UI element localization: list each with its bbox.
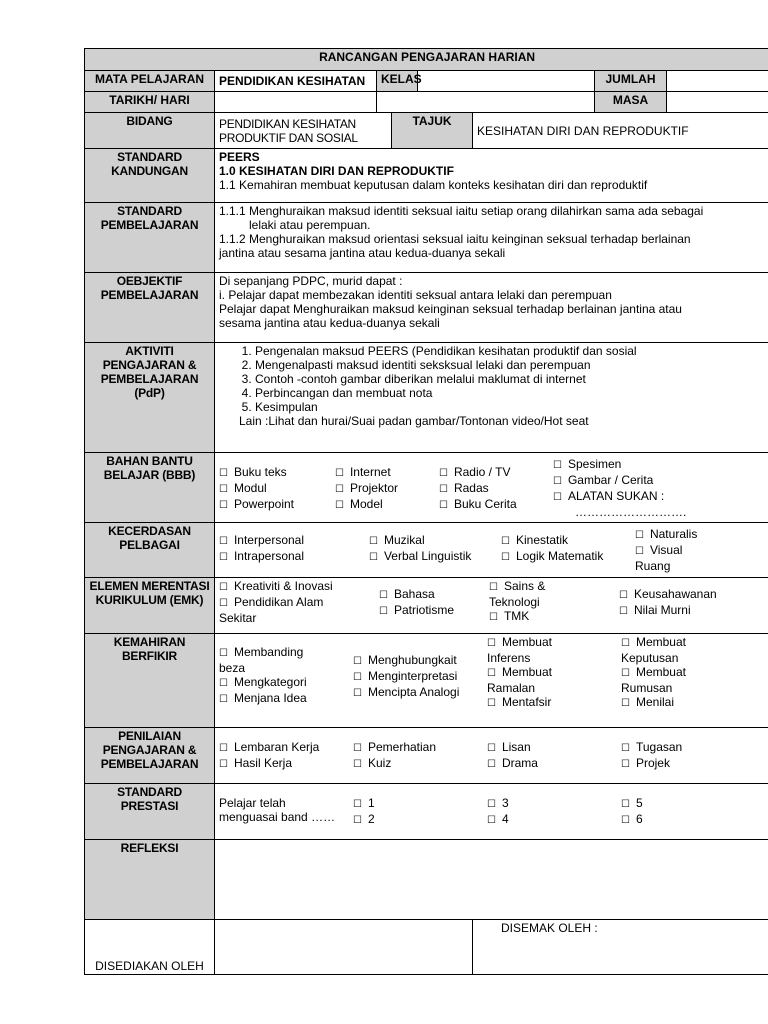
- bidang-value[interactable]: PENDIDIKAN KESIHATAN PRODUKTIF DAN SOSIAL: [215, 113, 392, 149]
- emk-option[interactable]: ☐ Sains & Teknologi: [489, 579, 569, 609]
- band-option[interactable]: ☐ 3: [487, 796, 621, 812]
- aktiviti-lain: Lain :Lihat dan hurai/Suai padan gambar/Tontonan video/Hot seat: [239, 414, 589, 428]
- standard-kandungan-cell: [215, 149, 768, 203]
- lesson-plan-table: [84, 48, 768, 975]
- label-tajuk: TAJUK: [392, 113, 473, 149]
- kemahiran-option[interactable]: ☐ Menginterpretasi: [353, 669, 487, 685]
- penilaian-option[interactable]: ☐ Lembaran Kerja: [219, 740, 353, 756]
- label-emk: ELEMEN MERENTASI KURIKULUM (EMK): [85, 578, 215, 634]
- bbb-option[interactable]: ☐ Gambar / Cerita: [553, 473, 683, 489]
- emk-option[interactable]: ☐ Keusahawanan: [619, 587, 729, 603]
- penilaian-option[interactable]: ☐ Tugasan: [621, 740, 721, 756]
- label-bidang: BIDANG: [85, 113, 215, 149]
- obj-line-4: sesama jantina atau kedua-duanya sekali: [219, 316, 440, 330]
- standard-pembelajaran-cell: [215, 203, 768, 273]
- emk-cell: [215, 578, 768, 634]
- label-kelas: KELAS: [377, 71, 418, 92]
- label-standard-pembelajaran: STANDARD PEMBELAJARAN: [85, 203, 215, 273]
- aktiviti-list: [219, 344, 765, 414]
- lesson-plan-sheet: [84, 48, 768, 974]
- sp-a-text: Menghuraikan maksud identiti seksual iaitu setiap orang dilahirkan sama ada sebagai: [249, 204, 704, 218]
- emk-option[interactable]: ☐ Bahasa: [379, 587, 489, 603]
- refleksi-field[interactable]: [215, 840, 768, 920]
- kecerdasan-cell: [215, 523, 768, 578]
- label-masa: MASA: [595, 92, 667, 113]
- label-kecerdasan: KECERDASAN PELBAGAI: [85, 523, 215, 578]
- aktiviti-item: 2. Mengenalpasti maksud identiti seksksual lelaki dan perempuan: [255, 358, 765, 372]
- label-disemak[interactable]: DISEMAK OLEH :: [473, 920, 768, 975]
- obj-line-1: Di sepanjang PDPC, murid dapat :: [219, 274, 403, 288]
- label-mata-pelajaran: MATA PELAJARAN: [85, 71, 215, 92]
- kemahiran-option[interactable]: ☐ Membuat Rumusan: [621, 665, 701, 695]
- aktiviti-item: 1. Pengenalan maksud PEERS (Pendidikan kesihatan produktif dan sosial: [255, 344, 765, 358]
- kemahiran-option[interactable]: ☐ Mentafsir: [487, 695, 621, 711]
- sk-line-1: PEERS: [219, 150, 260, 164]
- kemahiran-option[interactable]: ☐ Membuat Inferens: [487, 635, 557, 665]
- masa-field[interactable]: [667, 92, 768, 113]
- penilaian-option[interactable]: ☐ Drama: [487, 756, 621, 772]
- sp-a-cont: lelaki atau perempuan.: [249, 218, 371, 232]
- emk-option[interactable]: ☐ TMK: [489, 609, 619, 625]
- prestasi-text-2: menguasai band ……: [219, 809, 336, 824]
- mata-pelajaran-value[interactable]: PENDIDIKAN KESIHATAN: [215, 71, 377, 92]
- aktiviti-item: 5. Kesimpulan: [255, 400, 765, 414]
- kemahiran-option[interactable]: ☐ Membuat Keputusan: [621, 635, 701, 665]
- aktiviti-item: 4. Perbincangan dan membuat nota: [255, 386, 765, 400]
- kecerdasan-option[interactable]: ☐ Muzikal: [369, 533, 501, 549]
- obj-line-3: Pelajar dapat Menghuraikan maksud keinginan seksual terhadap berlainan jantina atau: [219, 302, 682, 316]
- penilaian-option[interactable]: ☐ Lisan: [487, 740, 621, 756]
- aktiviti-cell: [215, 343, 768, 453]
- label-tarikh: TARIKH/ HARI: [85, 92, 215, 113]
- kecerdasan-option[interactable]: ☐ Interpersonal: [219, 533, 369, 549]
- kemahiran-option[interactable]: ☐ Membuat Ramalan: [487, 665, 557, 695]
- band-option[interactable]: ☐ 1: [353, 796, 487, 812]
- label-aktiviti: AKTIVITI PENGAJARAN & PEMBELAJARAN (PdP): [85, 343, 215, 453]
- band-option[interactable]: ☐ 5: [621, 796, 721, 812]
- label-standard-kandungan: STANDARD KANDUNGAN: [85, 149, 215, 203]
- jumlah-field[interactable]: [667, 71, 768, 92]
- label-bbb: BAHAN BANTU BELAJAR (BBB): [85, 453, 215, 523]
- bbb-option[interactable]: ☐ Buku teks: [219, 465, 335, 481]
- penilaian-option[interactable]: ☐ Hasil Kerja: [219, 756, 353, 772]
- label-prestasi: STANDARD PRESTASI: [85, 784, 215, 840]
- sp-a-num: 1.1.1: [219, 204, 246, 218]
- kemahiran-option[interactable]: ☐ Menjana Idea: [219, 691, 353, 707]
- bbb-option[interactable]: ☐ Radas: [439, 481, 553, 497]
- aktiviti-item: 3. Contoh -contoh gambar diberikan melalui maklumat di internet: [255, 372, 765, 386]
- label-penilaian: PENILAIAN PENGAJARAN & PEMBELAJARAN: [85, 728, 215, 784]
- label-refleksi: REFLEKSI: [85, 840, 215, 920]
- bbb-option[interactable]: ☐ Internet: [335, 465, 439, 481]
- bbb-option[interactable]: ☐ Spesimen: [553, 457, 683, 473]
- bbb-option[interactable]: ☐ Buku Cerita: [439, 497, 553, 513]
- kemahiran-option[interactable]: ☐ Mengkategori: [219, 675, 353, 691]
- kecerdasan-option[interactable]: ☐ Intrapersonal: [219, 549, 369, 565]
- penilaian-option[interactable]: ☐ Pemerhatian: [353, 740, 487, 756]
- emk-option[interactable]: ☐ Patriotisme: [379, 603, 489, 619]
- sk-line-3: 1.1 Kemahiran membuat keputusan dalam konteks kesihatan diri dan reproduktif: [219, 178, 648, 192]
- kemahiran-option[interactable]: ☐ Menghubungkait: [353, 653, 487, 669]
- kelas-field[interactable]: [418, 71, 595, 92]
- page-title: RANCANGAN PENGAJARAN HARIAN: [85, 49, 768, 71]
- disediakan-field[interactable]: [215, 920, 473, 975]
- sp-b-num: 1.1.2: [219, 232, 246, 246]
- bbb-cell: [215, 453, 768, 523]
- kemahiran-option[interactable]: ☐ Menilai: [621, 695, 721, 711]
- sp-b-text: Menghuraikan maksud orientasi seksual iaitu keinginan seksual terhadap berlainan: [249, 232, 691, 246]
- penilaian-option[interactable]: ☐ Projek: [621, 756, 721, 772]
- kemahiran-cell: [215, 634, 768, 728]
- bbb-option[interactable]: ☐ Powerpoint: [219, 497, 335, 513]
- bbb-option[interactable]: ☐ Projektor: [335, 481, 439, 497]
- bbb-option[interactable]: ☐ Radio / TV: [439, 465, 553, 481]
- kecerdasan-option[interactable]: ☐ Naturalis: [635, 527, 735, 543]
- emk-option[interactable]: ☐ Kreativiti & Inovasi: [219, 579, 379, 595]
- kemahiran-option[interactable]: ☐ Mencipta Analogi: [353, 685, 487, 701]
- prestasi-cell: [215, 784, 768, 840]
- prestasi-text-1: Pelajar telah: [219, 795, 286, 810]
- alatan-sukan-dots: ……………………….: [575, 504, 687, 519]
- emk-option[interactable]: ☐ Pendidikan Alam Sekitar: [219, 595, 347, 625]
- emk-option[interactable]: ☐ Nilai Murni: [619, 603, 729, 619]
- band-option[interactable]: ☐ 6: [621, 812, 721, 828]
- band-option[interactable]: ☐ 4: [487, 812, 621, 828]
- sp-b-cont: jantina atau sesama jantina atau kedua-duanya sekali: [219, 246, 506, 260]
- tarikh-field-extra[interactable]: [377, 92, 595, 113]
- tajuk-value[interactable]: KESIHATAN DIRI DAN REPRODUKTIF: [473, 113, 768, 149]
- label-disediakan: DISEDIAKAN OLEH: [85, 920, 215, 975]
- objektif-cell: [215, 273, 768, 343]
- label-objektif: OEBJEKTIF PEMBELAJARAN: [85, 273, 215, 343]
- kecerdasan-option[interactable]: ☐ Visual Ruang: [635, 543, 695, 573]
- bbb-option[interactable]: ☐ Model: [335, 497, 439, 513]
- kecerdasan-option[interactable]: ☐ Verbal Linguistik: [369, 549, 501, 565]
- obj-line-2: i. Pelajar dapat membezakan identiti seksual antara lelaki dan perempuan: [219, 288, 612, 302]
- bbb-option[interactable]: ☐ ALATAN SUKAN :: [553, 489, 683, 505]
- penilaian-option[interactable]: ☐ Kuiz: [353, 756, 487, 772]
- bbb-option[interactable]: ☐ Modul: [219, 481, 335, 497]
- penilaian-cell: [215, 728, 768, 784]
- tarikh-field[interactable]: [215, 92, 377, 113]
- label-jumlah: JUMLAH: [595, 71, 667, 92]
- kecerdasan-option[interactable]: ☐ Logik Matematik: [501, 549, 635, 565]
- kemahiran-option[interactable]: ☐ Membanding beza: [219, 645, 309, 675]
- kecerdasan-option[interactable]: ☐ Kinestatik: [501, 533, 635, 549]
- label-kemahiran: KEMAHIRAN BERFIKIR: [85, 634, 215, 728]
- band-option[interactable]: ☐ 2: [353, 812, 487, 828]
- sk-line-2: 1.0 KESIHATAN DIRI DAN REPRODUKTIF: [219, 164, 454, 178]
